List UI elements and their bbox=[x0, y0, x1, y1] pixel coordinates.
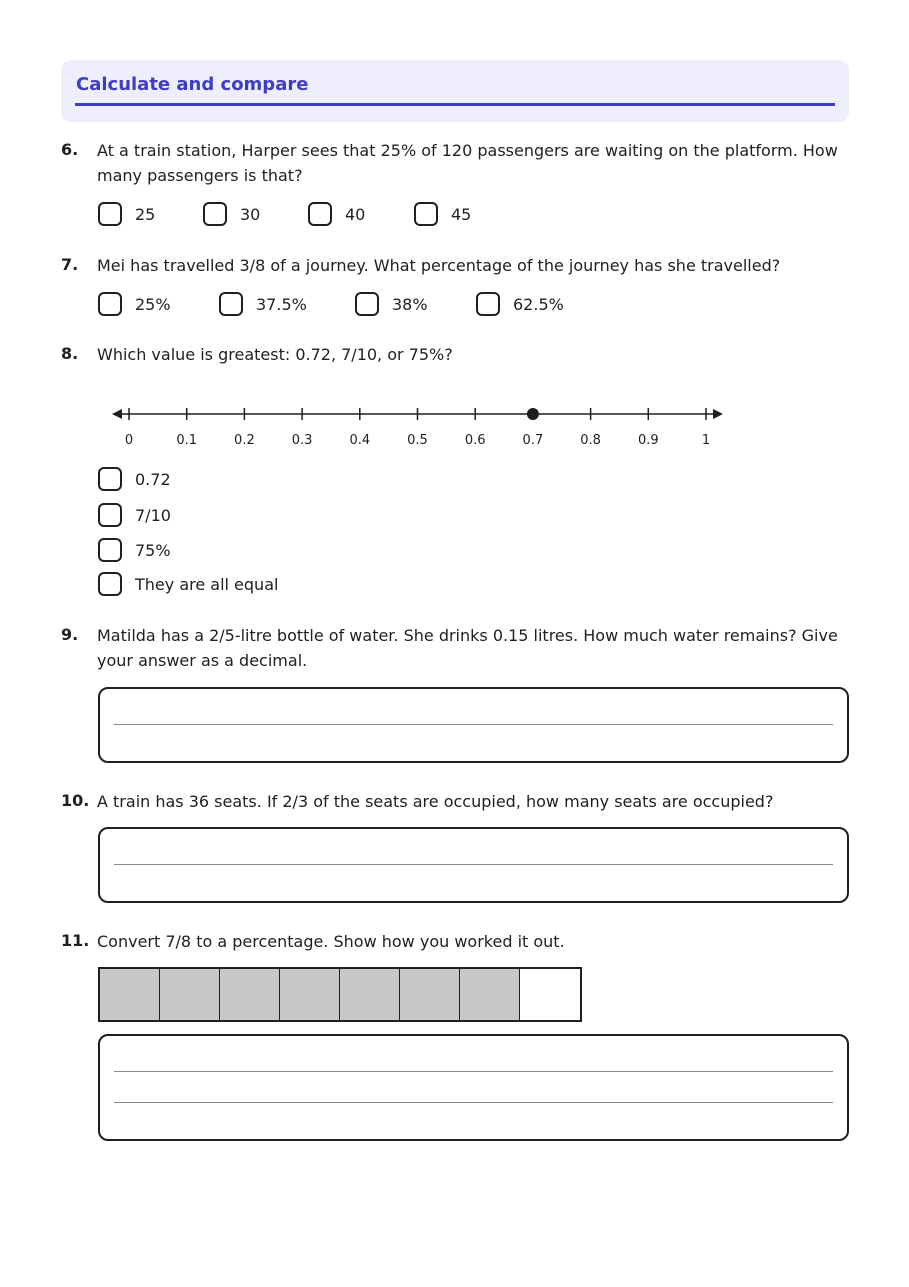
question-8-option-3[interactable] bbox=[98, 538, 171, 562]
answer-line bbox=[114, 1071, 833, 1072]
option-label: 7/10 bbox=[135, 505, 171, 525]
question-7-option-3[interactable] bbox=[355, 292, 428, 316]
question-6-number: 6. bbox=[61, 140, 79, 159]
option-label: 25% bbox=[135, 294, 171, 314]
checkbox[interactable] bbox=[98, 572, 122, 596]
fraction-cell-shaded bbox=[400, 969, 460, 1020]
question-10-answer-box[interactable] bbox=[98, 827, 849, 903]
fraction-cell-shaded bbox=[100, 969, 160, 1020]
question-11-number: 11. bbox=[61, 931, 90, 950]
question-6-text: At a train station, Harper sees that 25% of 120 passengers are waiting on the platform. How many passengers is that? bbox=[97, 141, 838, 185]
section-title: Calculate and compare bbox=[76, 74, 309, 95]
checkbox[interactable] bbox=[219, 292, 243, 316]
fraction-cell-empty bbox=[520, 969, 580, 1020]
number-line-tick-label: 0.8 bbox=[580, 433, 601, 448]
checkbox[interactable] bbox=[98, 202, 122, 226]
checkbox[interactable] bbox=[203, 202, 227, 226]
question-11-text: Convert 7/8 to a percentage. Show how you worked it out. bbox=[97, 932, 565, 951]
number-line-tick-label: 0.1 bbox=[176, 433, 198, 448]
question-7-number: 7. bbox=[61, 255, 79, 274]
number-line-tick-label: 1 bbox=[701, 433, 711, 448]
option-label: 25 bbox=[135, 204, 156, 224]
number-line-tick-label: 0.3 bbox=[291, 433, 313, 448]
number-line-tick-label: 0.4 bbox=[349, 433, 371, 448]
fraction-bar bbox=[98, 967, 582, 1022]
question-7-option-1[interactable] bbox=[98, 292, 171, 316]
question-8-option-1[interactable] bbox=[98, 467, 171, 491]
question-11-answer-box[interactable] bbox=[98, 1034, 849, 1141]
section-divider bbox=[75, 103, 835, 106]
question-9-answer-box[interactable] bbox=[98, 687, 849, 763]
checkbox[interactable] bbox=[98, 503, 122, 527]
question-8-option-4[interactable] bbox=[98, 572, 278, 596]
answer-line bbox=[114, 864, 833, 865]
number-line-tick-label: 0.5 bbox=[407, 433, 428, 448]
question-9-text: Matilda has a 2/5-litre bottle of water. She drinks 0.15 litres. How much water remains? Give your answer as a decimal. bbox=[97, 626, 838, 670]
option-label: 75% bbox=[135, 540, 171, 560]
checkbox[interactable] bbox=[414, 202, 438, 226]
checkbox[interactable] bbox=[98, 467, 122, 491]
number-line-tick-label: 0 bbox=[124, 433, 134, 448]
checkbox[interactable] bbox=[476, 292, 500, 316]
question-6-option-4[interactable] bbox=[414, 202, 471, 226]
checkbox[interactable] bbox=[308, 202, 332, 226]
question-7-text: Mei has travelled 3/8 of a journey. What percentage of the journey has she travelled? bbox=[97, 256, 781, 275]
fraction-cell-shaded bbox=[220, 969, 280, 1020]
number-line-marked-point bbox=[527, 408, 539, 420]
answer-line bbox=[114, 1102, 833, 1103]
fraction-cell-shaded bbox=[460, 969, 520, 1020]
question-8-text: Which value is greatest: 0.72, 7/10, or 75%? bbox=[97, 345, 453, 364]
fraction-cell-shaded bbox=[280, 969, 340, 1020]
fraction-cell-shaded bbox=[340, 969, 400, 1020]
question-9-number: 9. bbox=[61, 625, 79, 644]
question-7-option-2[interactable] bbox=[219, 292, 307, 316]
checkbox[interactable] bbox=[355, 292, 379, 316]
checkbox[interactable] bbox=[98, 538, 122, 562]
option-label: 62.5% bbox=[513, 294, 564, 314]
number-line-right-arrow bbox=[713, 409, 723, 419]
section-header bbox=[61, 60, 849, 122]
question-6-option-1[interactable] bbox=[98, 202, 155, 226]
question-10-text: A train has 36 seats. If 2/3 of the seats are occupied, how many seats are occupied? bbox=[97, 792, 774, 811]
number-line-tick-label: 0.6 bbox=[464, 433, 486, 448]
number-line bbox=[108, 398, 732, 454]
fraction-cell-shaded bbox=[160, 969, 220, 1020]
option-label: 0.72 bbox=[135, 469, 171, 489]
answer-line bbox=[114, 724, 833, 725]
option-label: 45 bbox=[451, 204, 472, 224]
number-line-tick-label: 0.2 bbox=[234, 433, 255, 448]
question-8-number: 8. bbox=[61, 344, 79, 363]
option-label: 38% bbox=[392, 294, 428, 314]
option-label: 40 bbox=[345, 204, 366, 224]
option-label: 37.5% bbox=[256, 294, 307, 314]
question-8-option-2[interactable] bbox=[98, 503, 171, 527]
number-line-tick-label: 0.7 bbox=[522, 433, 544, 448]
number-line-left-arrow bbox=[112, 409, 122, 419]
option-label: 30 bbox=[240, 204, 261, 224]
question-7-option-4[interactable] bbox=[476, 292, 564, 316]
question-10-number: 10. bbox=[61, 791, 90, 810]
number-line-tick-label: 0.9 bbox=[637, 433, 659, 448]
question-6-option-2[interactable] bbox=[203, 202, 260, 226]
option-label: They are all equal bbox=[135, 574, 279, 594]
checkbox[interactable] bbox=[98, 292, 122, 316]
question-6-option-3[interactable] bbox=[308, 202, 365, 226]
